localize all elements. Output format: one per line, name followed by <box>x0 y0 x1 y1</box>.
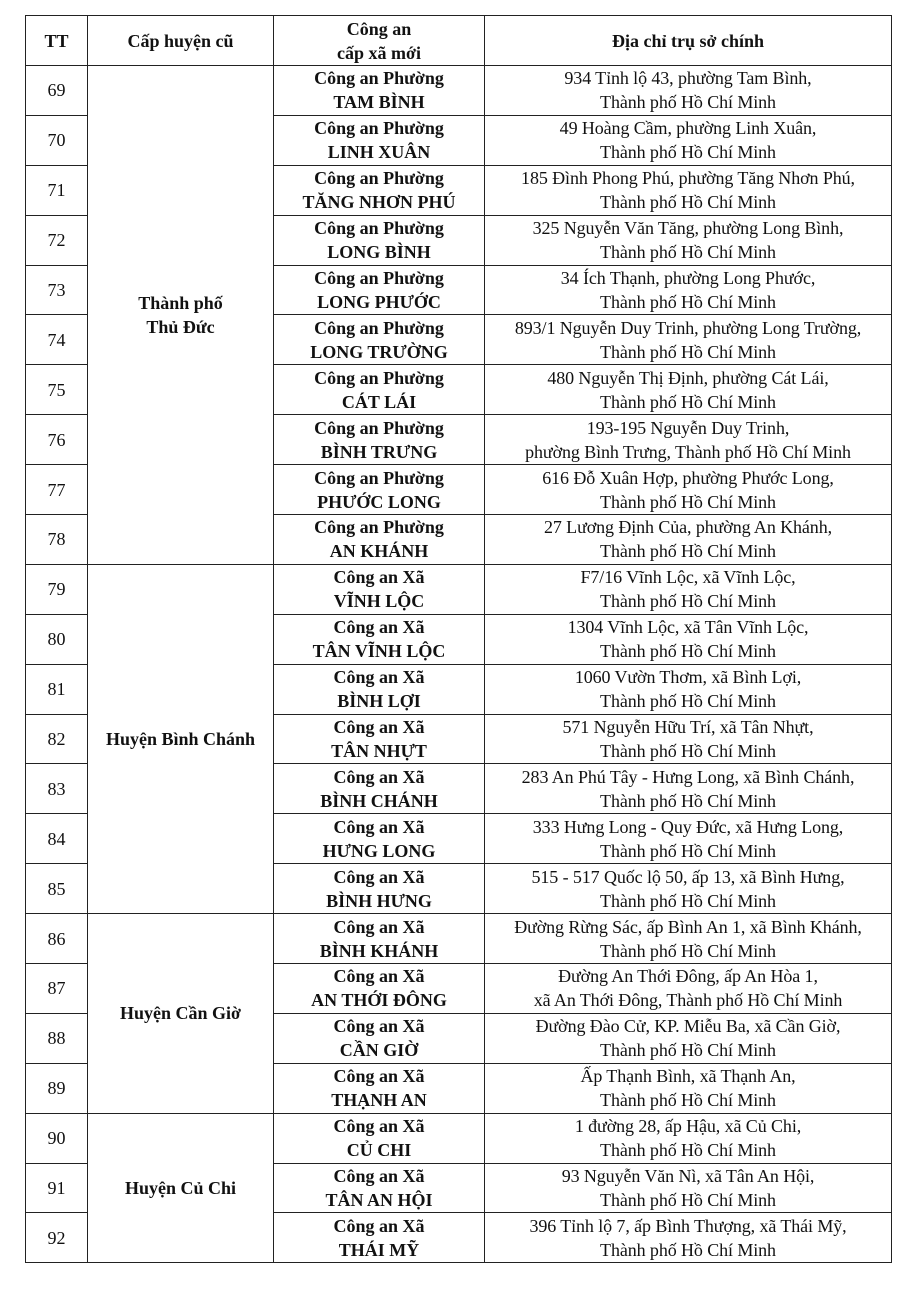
address-line1: 1060 Vườn Thơm, xã Bình Lợi, <box>574 667 802 688</box>
unit-name: AN KHÁNH <box>329 541 429 562</box>
unit-name: THÁI MỸ <box>338 1239 420 1260</box>
address-line1: 34 Ích Thạnh, phường Long Phước, <box>560 268 816 288</box>
unit-name: CẦN GIỜ <box>339 1040 419 1061</box>
unit-name: HƯNG LONG <box>322 840 436 861</box>
unit-name: TĂNG NHƠN PHÚ <box>302 192 456 213</box>
unit-name: CỦ CHI <box>346 1140 412 1161</box>
address-line2: Thành phố Hồ Chí Minh <box>600 242 776 263</box>
unit-type: Công an Xã <box>333 916 425 937</box>
old-district-name: Huyện Củ Chi <box>124 1178 237 1199</box>
row-number: 86 <box>26 914 88 964</box>
address-line1: 1304 Vĩnh Lộc, xã Tân Vĩnh Lộc, <box>567 617 809 638</box>
address-cell <box>485 764 892 814</box>
address-line2: xã An Thới Đông, Thành phố Hồ Chí Minh <box>533 990 843 1011</box>
address-cell <box>485 1063 892 1113</box>
address-line2: Thành phố Hồ Chí Minh <box>600 491 776 512</box>
address-line2: Thành phố Hồ Chí Minh <box>600 840 776 861</box>
new-unit-cell <box>274 964 485 1014</box>
unit-name: AN THỚI ĐÔNG <box>311 990 447 1011</box>
header-unit-line2: cấp xã mới <box>337 42 421 63</box>
address-line1: 283 An Phú Tây - Hưng Long, xã Bình Chánh, <box>521 766 855 787</box>
row-number: 85 <box>26 864 88 914</box>
address-line2: Thành phố Hồ Chí Minh <box>600 341 776 362</box>
new-unit-cell <box>274 764 485 814</box>
address-line1: Ấp Thạnh Bình, xã Thạnh An, <box>580 1066 796 1087</box>
row-number: 69 <box>26 66 88 116</box>
police-address-table <box>25 15 892 1263</box>
new-unit-cell <box>274 614 485 664</box>
address-line1: 27 Lương Định Của, phường An Khánh, <box>543 517 833 538</box>
unit-type: Công an Phường <box>314 517 444 538</box>
address-cell <box>485 165 892 215</box>
unit-type: Công an Xã <box>333 1215 425 1236</box>
new-unit-cell <box>274 714 485 764</box>
new-unit-cell <box>274 814 485 864</box>
unit-name: BÌNH HƯNG <box>326 890 432 911</box>
row-number: 89 <box>26 1063 88 1113</box>
unit-name: TAM BÌNH <box>333 92 425 113</box>
unit-type: Công an Phường <box>314 367 444 388</box>
row-number: 76 <box>26 415 88 465</box>
new-unit-cell <box>274 1213 485 1263</box>
address-line2: Thành phố Hồ Chí Minh <box>600 1190 776 1211</box>
address-line1: 934 Tỉnh lộ 43, phường Tam Bình, <box>564 68 812 89</box>
header-district: Cấp huyện cũ <box>88 16 274 66</box>
unit-name: VĨNH LỘC <box>333 591 425 612</box>
address-cell <box>485 1163 892 1213</box>
row-number: 70 <box>26 115 88 165</box>
address-cell <box>485 365 892 415</box>
unit-type: Công an Phường <box>314 317 444 338</box>
unit-type: Công an Xã <box>333 1166 425 1187</box>
old-district-name: Thủ Đức <box>146 316 215 337</box>
new-unit-cell <box>274 564 485 614</box>
new-unit-cell <box>274 215 485 265</box>
address-line1: 93 Nguyễn Văn Nì, xã Tân An Hội, <box>561 1166 815 1187</box>
address-line1: 185 Đình Phong Phú, phường Tăng Nhơn Phú, <box>521 168 855 189</box>
table-row <box>26 66 892 116</box>
row-number: 87 <box>26 964 88 1014</box>
unit-name: LONG BÌNH <box>327 242 431 263</box>
old-district-name: Huyện Bình Chánh <box>105 729 256 750</box>
row-number: 91 <box>26 1163 88 1213</box>
address-line1: 325 Nguyễn Văn Tăng, phường Long Bình, <box>532 218 844 239</box>
unit-type: Công an Xã <box>333 1116 425 1137</box>
address-cell <box>485 315 892 365</box>
row-number: 84 <box>26 814 88 864</box>
address-line1: 480 Nguyễn Thị Định, phường Cát Lái, <box>547 367 829 388</box>
old-district-cell <box>88 66 274 565</box>
row-number: 77 <box>26 465 88 515</box>
new-unit-cell <box>274 415 485 465</box>
unit-type: Công an Xã <box>333 766 425 787</box>
new-unit-cell <box>274 66 485 116</box>
address-cell <box>485 1013 892 1063</box>
unit-type: Công an Xã <box>333 617 425 638</box>
old-district-cell <box>88 564 274 913</box>
old-district-name: Huyện Cần Giờ <box>120 1003 241 1024</box>
address-cell <box>485 564 892 614</box>
unit-name: THẠNH AN <box>331 1090 427 1111</box>
unit-type: Công an Phường <box>314 467 444 488</box>
unit-type: Công an Xã <box>333 667 425 688</box>
new-unit-cell <box>274 515 485 565</box>
address-cell <box>485 614 892 664</box>
row-number: 83 <box>26 764 88 814</box>
unit-type: Công an Xã <box>333 717 425 738</box>
address-line1: Đường An Thới Đông, ấp An Hòa 1, <box>558 966 818 987</box>
address-line1: 515 - 517 Quốc lộ 50, ấp 13, xã Bình Hưng, <box>531 866 845 887</box>
table-row <box>26 1113 892 1163</box>
new-unit-cell <box>274 1013 485 1063</box>
address-line1: 893/1 Nguyễn Duy Trinh, phường Long Trường, <box>514 317 862 338</box>
address-line2: Thành phố Hồ Chí Minh <box>600 790 776 811</box>
unit-type: Công an Xã <box>333 966 425 987</box>
address-line2: Thành phố Hồ Chí Minh <box>600 92 776 113</box>
unit-name: PHƯỚC LONG <box>317 491 441 512</box>
header-tt: TT <box>26 16 88 66</box>
unit-type: Công an Phường <box>314 68 444 89</box>
unit-type: Công an Phường <box>314 118 444 139</box>
header-address: Địa chỉ trụ sở chính <box>485 16 892 66</box>
address-line2: Thành phố Hồ Chí Minh <box>600 940 776 961</box>
address-line2: Thành phố Hồ Chí Minh <box>600 541 776 562</box>
address-line2: Thành phố Hồ Chí Minh <box>600 1239 776 1260</box>
unit-name: BÌNH KHÁNH <box>319 940 439 961</box>
table-row <box>26 914 892 964</box>
address-cell <box>485 914 892 964</box>
header-unit <box>274 16 485 66</box>
address-line2: Thành phố Hồ Chí Minh <box>600 691 776 712</box>
address-cell <box>485 814 892 864</box>
new-unit-cell <box>274 165 485 215</box>
unit-type: Công an Xã <box>333 866 425 887</box>
address-line1: 193-195 Nguyễn Duy Trinh, <box>586 417 790 438</box>
new-unit-cell <box>274 265 485 315</box>
address-line2: Thành phố Hồ Chí Minh <box>600 890 776 911</box>
unit-type: Công an Phường <box>314 417 444 438</box>
row-number: 71 <box>26 165 88 215</box>
address-cell <box>485 115 892 165</box>
address-cell <box>485 864 892 914</box>
address-line2: phường Bình Trưng, Thành phố Hồ Chí Minh <box>525 441 851 462</box>
address-line2: Thành phố Hồ Chí Minh <box>600 192 776 213</box>
unit-type: Công an Xã <box>333 1066 425 1087</box>
new-unit-cell <box>274 864 485 914</box>
unit-name: BÌNH LỢI <box>337 691 421 712</box>
new-unit-cell <box>274 315 485 365</box>
new-unit-cell <box>274 664 485 714</box>
new-unit-cell <box>274 1163 485 1213</box>
address-cell <box>485 1113 892 1163</box>
row-number: 74 <box>26 315 88 365</box>
unit-name: BÌNH TRƯNG <box>320 441 438 462</box>
unit-type: Công an Phường <box>314 268 444 288</box>
new-unit-cell <box>274 115 485 165</box>
address-line2: Thành phố Hồ Chí Minh <box>600 591 776 612</box>
row-number: 92 <box>26 1213 88 1263</box>
unit-name: LINH XUÂN <box>327 142 431 163</box>
row-number: 72 <box>26 215 88 265</box>
address-line2: Thành phố Hồ Chí Minh <box>600 292 776 312</box>
unit-name: TÂN AN HỘI <box>325 1190 433 1211</box>
address-line2: Thành phố Hồ Chí Minh <box>600 391 776 412</box>
address-line1: 49 Hoàng Cầm, phường Linh Xuân, <box>559 118 817 139</box>
address-line1: 1 đường 28, ấp Hậu, xã Củ Chi, <box>574 1116 802 1137</box>
unit-name: TÂN VĨNH LỘC <box>312 641 446 662</box>
row-number: 80 <box>26 614 88 664</box>
new-unit-cell <box>274 365 485 415</box>
address-line2: Thành phố Hồ Chí Minh <box>600 741 776 762</box>
address-line2: Thành phố Hồ Chí Minh <box>600 1090 776 1111</box>
unit-name: LONG PHƯỚC <box>317 292 441 312</box>
address-line2: Thành phố Hồ Chí Minh <box>600 142 776 163</box>
address-line1: 571 Nguyễn Hữu Trí, xã Tân Nhựt, <box>562 717 814 738</box>
unit-type: Công an Phường <box>314 168 444 189</box>
address-line2: Thành phố Hồ Chí Minh <box>600 641 776 662</box>
old-district-name: Thành phố <box>138 292 223 313</box>
unit-type: Công an Xã <box>333 567 425 588</box>
old-district-cell <box>88 914 274 1114</box>
address-line2: Thành phố Hồ Chí Minh <box>600 1040 776 1061</box>
address-cell <box>485 515 892 565</box>
address-cell <box>485 215 892 265</box>
row-number: 73 <box>26 265 88 315</box>
unit-name: TÂN NHỰT <box>331 741 427 762</box>
address-cell <box>485 1213 892 1263</box>
row-number: 82 <box>26 714 88 764</box>
address-line2: Thành phố Hồ Chí Minh <box>600 1140 776 1161</box>
address-cell <box>485 66 892 116</box>
unit-name: LONG TRƯỜNG <box>310 341 448 362</box>
address-cell <box>485 964 892 1014</box>
unit-type: Công an Xã <box>333 1016 425 1037</box>
address-line1: 333 Hưng Long - Quy Đức, xã Hưng Long, <box>532 816 844 837</box>
address-line1: Đường Rừng Sác, ấp Bình An 1, xã Bình Khánh, <box>514 916 862 937</box>
row-number: 88 <box>26 1013 88 1063</box>
table-header-row <box>26 16 892 66</box>
new-unit-cell <box>274 914 485 964</box>
unit-type: Công an Phường <box>314 218 444 239</box>
row-number: 78 <box>26 515 88 565</box>
new-unit-cell <box>274 465 485 515</box>
old-district-cell <box>88 1113 274 1263</box>
address-cell <box>485 664 892 714</box>
header-unit-line1: Công an <box>346 18 412 39</box>
address-cell <box>485 265 892 315</box>
row-number: 79 <box>26 564 88 614</box>
row-number: 81 <box>26 664 88 714</box>
unit-type: Công an Xã <box>333 816 425 837</box>
unit-name: CÁT LÁI <box>341 391 417 412</box>
row-number: 75 <box>26 365 88 415</box>
table-row <box>26 564 892 614</box>
row-number: 90 <box>26 1113 88 1163</box>
new-unit-cell <box>274 1063 485 1113</box>
address-cell <box>485 415 892 465</box>
address-line1: Đường Đào Cử, KP. Miễu Ba, xã Cần Giờ, <box>535 1016 841 1037</box>
new-unit-cell <box>274 1113 485 1163</box>
address-line1: F7/16 Vĩnh Lộc, xã Vĩnh Lộc, <box>580 567 796 588</box>
table-body <box>26 66 892 1263</box>
address-cell <box>485 714 892 764</box>
address-line1: 616 Đỗ Xuân Hợp, phường Phước Long, <box>542 467 834 488</box>
unit-name: BÌNH CHÁNH <box>320 790 438 811</box>
address-cell <box>485 465 892 515</box>
address-line1: 396 Tỉnh lộ 7, ấp Bình Thượng, xã Thái Mỹ, <box>529 1215 847 1236</box>
